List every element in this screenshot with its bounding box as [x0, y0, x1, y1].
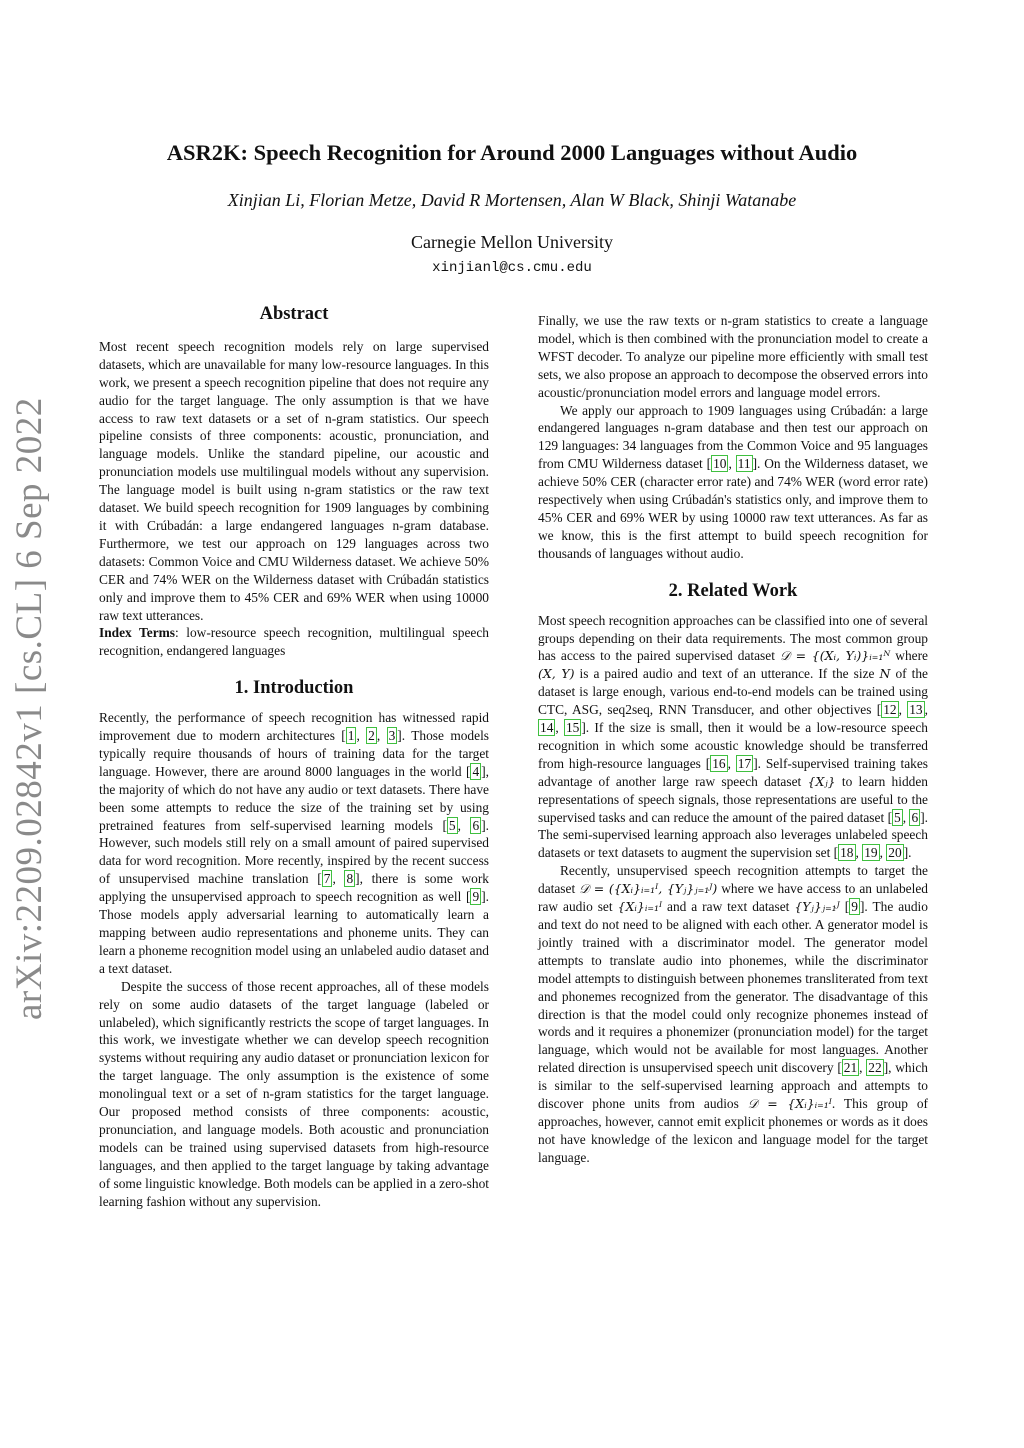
- intro-paragraph-4: We apply our approach to 1909 languages using Crúbadán: a large endangered languages n-gram database and then test our approach on 129 languages: 34 languages from the Common Voice and 95 languages from CMU Wilderness dataset [ 10 , 11 ]. On the Wilderness dataset, we achieve 50% CER (character error rate) and 74% WER (word error rate) respectively when using Crúbadán's statistics only, and improve them to 45% CER and 69% WER by using 10000 raw text utterances. As far as we know, this is the first attempt to build speech recognition for thousands of languages without audio.: [538, 402, 928, 561]
- citation-link[interactable]: 8: [346, 871, 354, 887]
- math-expression: 𝒟 = {(Xᵢ, Yᵢ)}ᵢ₌₁ᴺ: [779, 648, 891, 664]
- math-expression: N: [879, 666, 891, 682]
- index-terms: [99, 624, 489, 660]
- citation-link[interactable]: 20: [888, 845, 902, 861]
- affiliation: Carnegie Mellon University: [411, 232, 613, 252]
- related-work-heading: 2. Related Work: [668, 580, 798, 601]
- math-expression: 𝒟 = ({Xᵢ}ᵢ₌₁ᴵ, {Yⱼ}ⱼ₌₁ᴶ): [579, 881, 718, 897]
- citation-link[interactable]: 9: [851, 899, 858, 915]
- citation-link[interactable]: 2: [368, 728, 375, 744]
- intro-paragraph-1: Recently, the performance of speech recognition has witnessed rapid improvement due to modern architectures [ 1 , 2 , 3 ]. Those models typically require thousands of hours of training data for the target language. However, there are around 8000 languages in the world [ 4 ], the majority of which do not have any audio or text datasets. There have been some attempts to reduce the size of the training set by using pretrained features from self-supervised learning models [ 5 , 6 ]. However, such models still rely on a small amount of paired supervised data for word recognition. More recently, inspired by the recent success of unsupervised machine translation [ 7 , 8 ], there is some work applying the unsupervised approach to speech recognition as well [ 9 ]. Those models apply adversarial learning to automatically learn a mapping between audio representations and phoneme units. They can learn a phoneme recognition model using an unlabeled audio dataset and a text dataset.: [99, 710, 489, 976]
- citation-link[interactable]: 5: [448, 817, 456, 833]
- intro-paragraph-2: Despite the success of those recent approaches, all of these models rely on some audio datasets of the target language (labeled or unlabeled), which significantly restricts the scope of target languages. In this work, we investigate whether we can develop speech recognition systems without requiring any audio dataset or pronunciation lexicon for the target language. The only assumption is the existence of some monolingual text or a set of n-gram statistics for the target language. Our proposed method consists of three components: acoustic, pronunciation, and language models. Both acoustic and pronunciation models can be trained using supervised datasets from high-resource languages, and then applied to the target language by taking advantage of some linguistic knowledge. Both models can be applied in a zero-shot learning fashion without any supervision.: [99, 978, 489, 1209]
- citation-link[interactable]: 3: [388, 728, 396, 744]
- math-expression: 𝒟 = {Xᵢ}ᵢ₌₁ᴵ: [747, 1096, 832, 1112]
- citation-link[interactable]: 4: [472, 763, 480, 779]
- math-expression: (X, Y): [538, 666, 575, 682]
- citation-link[interactable]: 6: [911, 809, 919, 825]
- citation-link[interactable]: 17: [737, 755, 752, 771]
- citation-link[interactable]: 21: [843, 1060, 858, 1076]
- paper-title: ASR2K: Speech Recognition for Around 2000 Languages without Audio: [166, 140, 858, 165]
- arxiv-stamp: arXiv:2209.02842v1 [cs.CL] 6 Sep 2022: [9, 397, 50, 1020]
- right-column: [538, 312, 928, 1167]
- citation-link[interactable]: 18: [840, 845, 854, 861]
- math-expression: {Xᵢ}ᵢ₌₁ᴵ: [617, 899, 663, 915]
- citation-link[interactable]: 7: [323, 871, 331, 887]
- intro-paragraph-3: Finally, we use the raw texts or n-gram statistics to create a language model, which is then combined with the pronunciation model to create a WFST decoder. To analyze our pipeline more efficiently with small test sets, we also propose an approach to decompose the observed errors into acoustic/pronunciation model errors and language model errors.: [538, 313, 928, 400]
- citation-link[interactable]: 6: [472, 817, 480, 833]
- citation-link[interactable]: 22: [868, 1060, 882, 1076]
- math-expression: {Yⱼ}ⱼ₌₁ᴶ: [794, 899, 840, 915]
- citation-link[interactable]: 13: [909, 702, 923, 718]
- author-list: Xinjian Li, Florian Metze, David R Mortensen, Alan W Black, Shinji Watanabe: [227, 190, 797, 210]
- abstract-body: Most recent speech recognition models rely on large supervised datasets, which are unavailable for many low-resource languages. In this work, we present a speech recognition pipeline that does not require any audio for the target language. The only assumption is that we have access to raw text datasets or a set of n-gram statistics. Our speech pipeline consists of three components: acoustic, pronunciation, and language models. Unlike the standard pipeline, our acoustic and pronunciation models use multilingual models without any supervision. The language model is built using n-gram statistics or the raw text dataset. We build speech recognition for 1909 languages by combining it with Crúbadán: a large endangered languages n-gram database. Furthermore, we test our approach on 129 languages across two datasets: Common Voice and CMU Wilderness dataset. We achieve 50% CER and 74% WER on the Wilderness dataset with Crúbadán statistics only and improve them to 45% CER and 69% WER when using 10000 raw text utterances.: [99, 338, 489, 623]
- citation-link[interactable]: 5: [894, 809, 901, 825]
- related-paragraph-2: Recently, unsupervised speech recognition attempts to target the dataset 𝒟 = ({Xᵢ}ᵢ₌₁ᴵ, {Yⱼ}ⱼ₌₁ᴶ) where we have access to an unlabeled raw audio set {Xᵢ}ᵢ₌₁ᴵ and a raw text dataset {Yⱼ}ⱼ₌₁ᴶ [ 9 ]. The audio and text do not need to be aligned with each other. A generator model is jointly trained with a discriminator model. The generator model attempts to translate audio into phonemes, while the discriminator model attempts to distinguish between phonemes transliterated from text and phonemes recognized from the generator. The disadvantage of this direction is that the model could only recognize phonemes instead of words and it requires a phonemizer (pronunciation model) for the target language, which would not be available for most languages. Another related direction is unsupervised speech unit discovery [ 21 , 22 ], which is similar to the self-supervised learning approach and attempts to discover phone units from audios 𝒟 = {Xᵢ}ᵢ₌₁ᴵ. This group of approaches, however, cannot emit explicit phonemes or words as it does not have knowledge of the lexicon and language model for the target language.: [538, 863, 928, 1165]
- citation-link[interactable]: 14: [540, 720, 554, 736]
- abstract-heading: Abstract: [259, 304, 329, 324]
- citation-link[interactable]: 1: [347, 728, 355, 744]
- index-terms-label: Index Terms: [99, 625, 175, 641]
- related-paragraph-1: Most speech recognition approaches can be classified into one of several groups depending on their data requirements. The most common group has access to the paired supervised dataset 𝒟 = {(Xᵢ, Yᵢ)}ᵢ₌₁ᴺ where (X, Y) is a paired audio and text of an utterance. If the size N of the dataset is large enough, various end-to-end models can be trained using CTC, ASG, seq2seq, RNN Transducer, and other objectives [ 12 , 13 , 14 , 15 ]. If the size is small, then it would be a low-resource speech recognition in which some acoustic knowledge should be transferred from high-resource languages [ 16 , 17 ]. Self-supervised training takes advantage of another large raw speech dataset {Xⱼ} to learn hidden representations of speech signals, those representations are useful to the supervised tasks and can reduce the amount of the paired dataset [ 5 , 6 ]. The semi-supervised learning approach also leverages unlabeled speech datasets or text datasets to augment the supervision set [ 18 , 19 , 20 ].: [538, 612, 928, 861]
- left-column: [99, 306, 489, 1211]
- author-email[interactable]: xinjianl@cs.cmu.edu: [432, 260, 592, 276]
- citation-link[interactable]: 11: [737, 456, 751, 472]
- citation-link[interactable]: 12: [883, 702, 897, 718]
- citation-link[interactable]: 10: [713, 456, 727, 472]
- index-terms-text: : low-resource speech recognition, multilingual speech recognition, endangered languages: [99, 625, 489, 659]
- intro-heading: 1. Introduction: [234, 678, 354, 699]
- math-expression: {Xⱼ}: [807, 773, 836, 789]
- citation-link[interactable]: 19: [864, 845, 878, 861]
- citation-link[interactable]: 15: [565, 720, 580, 736]
- citation-link[interactable]: 16: [712, 755, 726, 771]
- citation-link[interactable]: 9: [472, 889, 480, 905]
